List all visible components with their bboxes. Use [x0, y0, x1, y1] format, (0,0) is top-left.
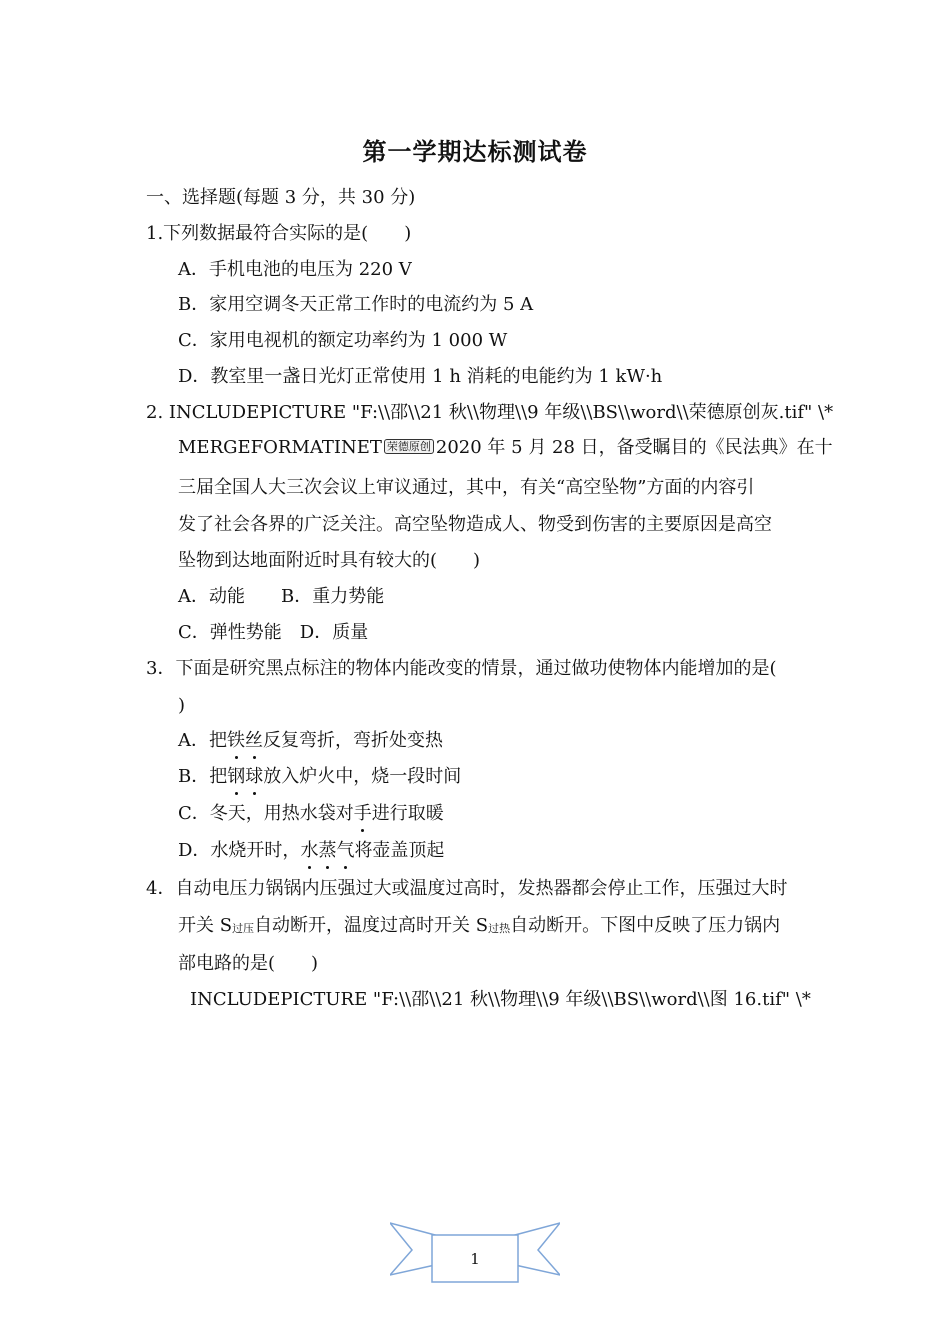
q2-line-2 — [178, 436, 833, 460]
page-footer-ribbon — [390, 1220, 560, 1285]
q3-stem-end: ) — [178, 695, 186, 716]
q1-stem: 1.下列数据最符合实际的是( ) — [146, 223, 412, 244]
q1-option-b: B．家用空调冬天正常工作时的电流约为 5 A — [178, 294, 534, 315]
dotted-char: 水 — [300, 840, 319, 861]
text: 反复弯折，弯折处变热 — [263, 730, 443, 751]
dotted-char: 蒸 — [318, 840, 337, 861]
q4-line-1: 4．自动电压力锅锅内压强过大或温度过高时，发热器都会停止工作，压强过大时 — [146, 878, 788, 899]
section-heading: 一、选择题(每题 3 分，共 30 分) — [146, 187, 416, 208]
text: 进行取暖 — [371, 803, 444, 824]
q2-options-ab: A．动能 B．重力势能 — [178, 586, 385, 607]
q1-option-a: A．手机电池的电压为 220 V — [178, 259, 412, 280]
q4-line-3: 部电路的是( ) — [178, 953, 319, 974]
text: B．把 — [178, 766, 228, 787]
page-title: 第一学期达标测试卷 — [362, 138, 588, 166]
original-badge: 荣德原创 — [384, 439, 434, 454]
q3-option-b — [178, 765, 461, 789]
q1-option-c: C．家用电视机的额定功率约为 1 000 W — [178, 330, 508, 351]
q4-line-2 — [178, 914, 780, 941]
page-number: 1 — [470, 1250, 480, 1268]
dotted-char: 气 — [336, 840, 355, 861]
text: 将壶盖顶起 — [354, 840, 445, 861]
q2-text: 2020 年 5 月 28 日，备受瞩目的《民法典》在十 — [435, 437, 833, 458]
q2-options-cd: C．弹性势能 D．质量 — [178, 622, 369, 643]
q1-option-d: D．教室里一盏日光灯正常使用 1 h 消耗的电能约为 1 kW·h — [178, 366, 663, 387]
q3-stem: 3．下面是研究黑点标注的物体内能改变的情景，通过做功使物体内能增加的是( — [146, 658, 777, 679]
q3-option-d — [178, 839, 444, 863]
text: 放入炉火中，烧一段时间 — [263, 766, 462, 787]
text: D．水烧开时， — [178, 840, 301, 861]
q2-line-5: 坠物到达地面附近时具有较大的( ) — [178, 550, 481, 571]
text: 开关 S — [178, 915, 233, 936]
text: C．冬天，用热水袋对 — [178, 803, 354, 824]
text: 自动断开。下图中反映了压力锅内 — [510, 915, 781, 936]
q2-line-3: 三届全国人大三次会议上审议通过，其中，有关“高空坠物”方面的内容引 — [178, 477, 755, 498]
q2-field-code: MERGEFORMATINET — [178, 437, 382, 458]
subscript: 过压 — [232, 922, 255, 935]
dotted-char: 丝 — [245, 730, 263, 751]
q2-line-1: 2. INCLUDEPICTURE "F:\\邵\\21 秋\\物理\\9 年级\\BS\\word\\荣德原创灰.tif" \* — [146, 402, 834, 423]
q2-line-4: 发了社会各界的广泛关注。高空坠物造成人、物受到伤害的主要原因是高空 — [178, 514, 772, 535]
dotted-char: 钢 — [227, 766, 246, 787]
dotted-char: 球 — [245, 766, 264, 787]
q3-option-c — [178, 802, 444, 826]
dotted-char: 铁 — [227, 730, 245, 751]
text: 自动断开，温度过高时开关 S — [254, 915, 489, 936]
subscript: 过热 — [488, 922, 511, 935]
text: A．把 — [178, 730, 227, 751]
dotted-char: 手 — [353, 803, 372, 824]
q4-line-4: INCLUDEPICTURE "F:\\邵\\21 秋\\物理\\9 年级\\BS\\word\\图 16.tif" \* — [190, 989, 811, 1010]
q3-option-a — [178, 729, 443, 753]
